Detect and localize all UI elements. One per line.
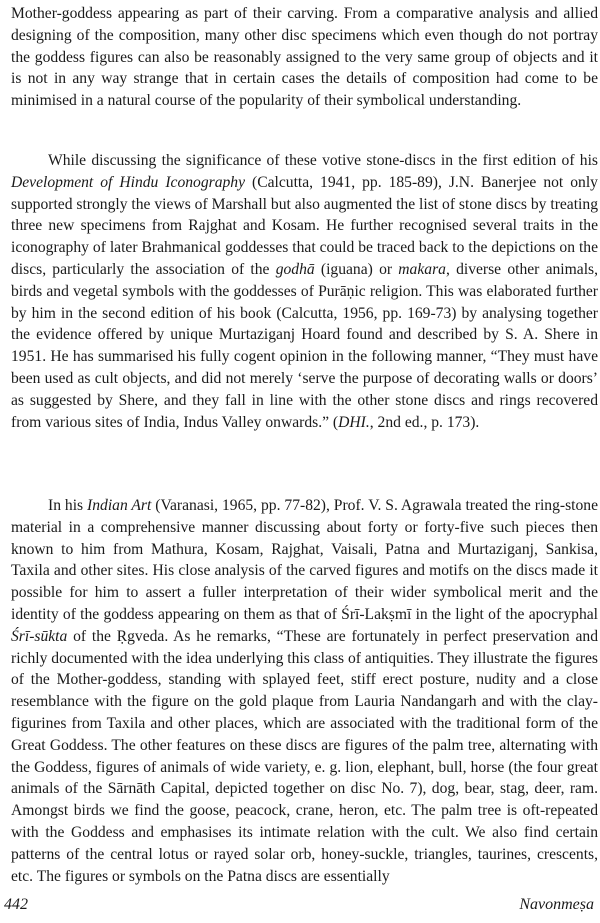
paragraph-3 [11, 495, 598, 887]
text-run: Mother-goddess appearing as part of their carving. From a comparative analysis and allied designing of the composition, many other disc specimens which even though do not portray the goddess figures can also be reasonably assigned to the very same group of objects and it is not in any way strange that in certain cases the details of composition had come to be minimised in a natural course of the popularity of their symbolical understanding. [11, 5, 598, 110]
italic-text: makara [398, 260, 446, 278]
italic-text: Development of Hindu Iconography [11, 173, 246, 191]
page-number: 442 [4, 896, 28, 913]
text-run: In his [48, 497, 88, 514]
paragraph-2 [11, 150, 598, 433]
text-run: (Varanasi, 1965, pp. 77-82), Prof. V. S. Agrawala treated the ring-stone material in a comprehensive manner discussing about forty or forty-five such pieces then known to him from Mathura, Kosam, Rajghat, Vaisali, Patna and Murtaziganj, Sankisa, Taxila and other sites. His close analysis of the carved figures and motifs on the discs made it possible for him to assert a fuller interpretation of their wider symbolical merit and the identity of the goddess appearing on them as that of Śrī-Lakṣmī in the light of the apocryphal [11, 497, 598, 623]
italic-text: godhā [275, 260, 315, 278]
italic-text: Indian Art [87, 497, 152, 514]
italic-text: Śrī-sūkta [11, 627, 68, 645]
text-run: (iguana) or [314, 260, 399, 278]
paragraph-1 [11, 3, 598, 112]
italic-text: DHI. [338, 413, 370, 431]
text-run: of the Ṛgveda. As he remarks, “These are fortunately in perfect preservation and richly documented with the idea underlying this class of antiquities. They illustrate the figures of the Mother-goddess, standing with splayed feet, stiff erect posture, nudity and a close resemblance with the figure on the gold plaque from Lauria Nandangarh and with the clay-figurines from Taxila and other places, which are associated with the traditional form of the Great Goddess. The other features on these discs are figures of the palm tree, alternating with the Goddess, figures of animals of wide variety, e. g. lion, elephant, bull, horse (the four great animals of the Sārnāth Capital, depicted together on disc No. 7), dog, bear, stag, deer, ram. Amongst birds we find the goose, peacock, crane, heron, etc. The palm tree is oft-repeated with the Goddess and emphasises its intimate relation with the cult. We also find certain patterns of the central lotus or rayed solar orb, honey-suckle, triangles, taurines, crescents, etc. The figures or symbols on the Patna discs are essentially [11, 627, 598, 885]
journal-title: Navonmeṣa [519, 896, 594, 913]
text-run: , 2nd ed., p. 173). [369, 413, 480, 431]
text-run: While discussing the significance of these votive stone-discs in the first edition of his [48, 152, 598, 169]
page-footer [4, 896, 594, 920]
text-run: , diverse other animals, birds and vegetal symbols with the goddesses of Purāṇic religion. This was elaborated further by him in the second edition of his book (Calcutta, 1956, pp. 169-73) by analysing together the evidence offered by unique Murtaziganj Hoard found and described by S. A. Shere in 1951. He has summarised his fully cogent opinion in the following manner, “They must have been used as cult objects, and did not merely ‘serve the purpose of decorating walls or doors’ as suggested by Shere, and they fall in line with the other stone discs and rings recovered from various sites of India, Indus Valley onwards.” ( [11, 260, 598, 431]
text-run: (Calcutta, 1941, pp. 185-89), J.N. Banerjee not only supported strongly the views of Marshall but also augmented the list of stone discs by treating three new specimens from Rajghat and Kosam. He further recognised several traits in the iconography of later Brahmanical goddesses that could be traced back to the depictions on the discs, particularly the association of the [11, 173, 598, 278]
